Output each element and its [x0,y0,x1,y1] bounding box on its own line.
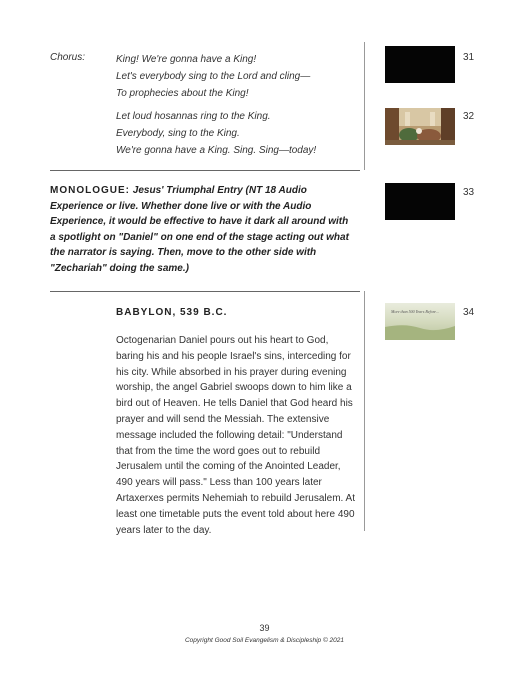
slide-thumbnail-black [385,183,455,220]
painting-image [385,108,455,145]
lyric-line: To prophecies about the King! [116,88,249,99]
slide-number: 33 [463,187,475,198]
slide-number: 32 [463,111,475,122]
page-number: 39 [259,623,270,633]
lyric-line: King! We're gonna have a King! [116,54,257,65]
slide-thumbnail-painting [385,108,455,145]
chorus-stanza-1 [116,51,310,102]
slide-caption: More than 500 Years Before... [391,309,439,314]
divider [50,170,360,171]
section-heading: BABYLON, 539 B.C. [116,307,228,318]
monologue-block [50,183,352,276]
lyric-line: Let loud hosannas ring to the King. [116,111,271,122]
copyright-text: Copyright Good Soil Evangelism & Discipleship © 2021 [184,637,345,644]
slide-number: 34 [463,307,475,318]
lyric-line: Everybody, sing to the King. [116,128,240,139]
lyric-line: Let's everybody sing to the Lord and cling— [116,71,311,82]
chorus-label: Chorus: [50,52,86,63]
monologue-heading: MONOLOGUE: [50,185,130,196]
section-paragraph: Octogenarian Daniel pours out his heart to God, baring his and his people Israel's sins, interceding for his city. While absorbed in his prayer during evening worship, the angel Gabriel swoops down to him like a bird out of Heaven. He tells Daniel that God heard his prayer and will send the Messiah. The extensive message included the following detail: "Understand that from the time the word goes out to rebuild Jerusalem until the coming of the Anointed Leader, 490 years will pass." Less than 100 years later Artaxerxes permits Nehemiah to rebuild Jerusalem. At least one timetable puts the event told about here 490 years later to the day. [116,335,355,536]
slide-thumbnail-black [385,46,455,83]
monologue-text: Jesus' Triumphal Entry (NT 18 Audio Experience or live. Whether done live or with the Audio Experience, it would be effective to have it dark all around with a spotlight on "Daniel" on one end of the stage acting out what the narrator is saying. Then, move to the other side with "Zechariah" doing the same.) [50,185,349,274]
column-divider [364,291,365,531]
divider [50,291,360,292]
slide-thumbnail-landscape [385,303,455,340]
chorus-stanza-2 [116,108,316,159]
column-divider [364,42,365,170]
lyric-line: We're gonna have a King. Sing. Sing—today! [116,145,317,156]
slide-number: 31 [463,52,475,63]
